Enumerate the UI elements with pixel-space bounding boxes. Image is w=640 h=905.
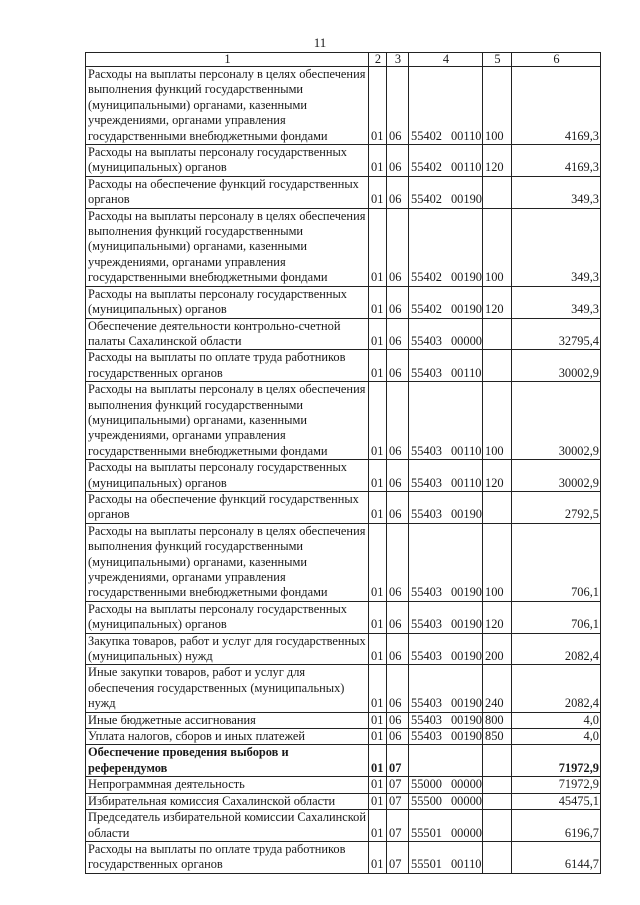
cell-name: Расходы на выплаты персоналу в целях обеспечения выполнения функций государственными (муниципальными) органами, казенными учреждениями, органами управления государственными внебюджетными фондами — [86, 67, 369, 145]
cell-amount: 706,1 — [512, 601, 601, 633]
table-row — [86, 793, 601, 809]
cell-name: Расходы на выплаты персоналу государственных (муниципальных) органов — [86, 286, 369, 318]
cell-section: 01 — [369, 729, 387, 745]
cell-name: Иные бюджетные ассигнования — [86, 712, 369, 728]
cell-subsection: 06 — [387, 460, 409, 492]
cell-expense-type: 120 — [483, 286, 512, 318]
direction-code: 00190 — [450, 585, 482, 600]
cell-amount: 4,0 — [512, 729, 601, 745]
cell-target-article — [409, 286, 483, 318]
cell-name: Непрограммная деятельность — [86, 777, 369, 793]
cell-target-article — [409, 810, 483, 842]
program-code: 55403 — [411, 507, 442, 522]
program-code: 55403 — [411, 443, 442, 458]
cell-amount: 32795,4 — [512, 318, 601, 350]
column-header-expense-type: 5 — [483, 53, 512, 67]
cell-subsection: 06 — [387, 176, 409, 208]
table-row — [86, 729, 601, 745]
budget-table — [85, 52, 601, 874]
table-row — [86, 176, 601, 208]
cell-name: Иные закупки товаров, работ и услуг для обеспечения государственных (муниципальных) нужд — [86, 665, 369, 712]
cell-section: 01 — [369, 523, 387, 601]
program-code: 55402 — [411, 270, 442, 285]
direction-code: 00110 — [450, 475, 482, 490]
cell-target-article — [409, 176, 483, 208]
table-row — [86, 841, 601, 873]
cell-section: 01 — [369, 633, 387, 665]
cell-subsection: 06 — [387, 523, 409, 601]
cell-subsection: 06 — [387, 491, 409, 523]
program-code: 55403 — [411, 729, 442, 744]
program-code: 55402 — [411, 302, 442, 317]
table-body — [86, 67, 601, 874]
cell-target-article — [409, 208, 483, 286]
cell-amount: 349,3 — [512, 176, 601, 208]
header-row — [86, 53, 601, 67]
cell-target-article — [409, 491, 483, 523]
cell-amount: 2792,5 — [512, 491, 601, 523]
direction-code: 00190 — [450, 729, 482, 744]
cell-section: 01 — [369, 841, 387, 873]
cell-amount: 349,3 — [512, 208, 601, 286]
cell-section: 01 — [369, 665, 387, 712]
cell-amount: 30002,9 — [512, 460, 601, 492]
cell-subsection: 06 — [387, 286, 409, 318]
cell-target-article — [409, 523, 483, 601]
cell-amount: 71972,9 — [512, 777, 601, 793]
cell-target-article — [409, 460, 483, 492]
cell-amount: 6196,7 — [512, 810, 601, 842]
table-row — [86, 318, 601, 350]
cell-amount: 30002,9 — [512, 350, 601, 382]
table-row — [86, 665, 601, 712]
cell-expense-type — [483, 318, 512, 350]
cell-section: 01 — [369, 712, 387, 728]
cell-amount: 71972,9 — [512, 745, 601, 777]
cell-name: Расходы на выплаты персоналу государственных (муниципальных) органов — [86, 145, 369, 177]
program-code: 55402 — [411, 128, 442, 143]
program-code: 55402 — [411, 160, 442, 175]
direction-code: 00000 — [450, 333, 482, 348]
cell-name: Обеспечение деятельности контрольно-счетной палаты Сахалинской области — [86, 318, 369, 350]
cell-expense-type: 100 — [483, 208, 512, 286]
cell-expense-type — [483, 491, 512, 523]
cell-expense-type: 100 — [483, 382, 512, 460]
cell-expense-type: 100 — [483, 67, 512, 145]
column-header-section: 2 — [369, 53, 387, 67]
cell-subsection: 06 — [387, 665, 409, 712]
cell-target-article — [409, 793, 483, 809]
program-code: 55403 — [411, 712, 442, 727]
cell-subsection: 06 — [387, 633, 409, 665]
program-code: 55500 — [411, 793, 442, 808]
cell-amount: 30002,9 — [512, 382, 601, 460]
cell-section: 01 — [369, 286, 387, 318]
cell-name: Расходы на обеспечение функций государственных органов — [86, 491, 369, 523]
cell-section: 01 — [369, 176, 387, 208]
cell-expense-type: 200 — [483, 633, 512, 665]
cell-expense-type — [483, 810, 512, 842]
direction-code: 00190 — [450, 712, 482, 727]
cell-subsection: 06 — [387, 208, 409, 286]
cell-amount: 706,1 — [512, 523, 601, 601]
table-row — [86, 67, 601, 145]
cell-target-article — [409, 382, 483, 460]
table-row — [86, 745, 601, 777]
cell-name: Расходы на выплаты по оплате труда работников государственных органов — [86, 350, 369, 382]
direction-code: 00110 — [450, 128, 482, 143]
direction-code: 00190 — [450, 270, 482, 285]
cell-amount: 45475,1 — [512, 793, 601, 809]
table-row — [86, 350, 601, 382]
cell-subsection: 06 — [387, 729, 409, 745]
direction-code: 00110 — [450, 857, 482, 872]
cell-expense-type: 120 — [483, 145, 512, 177]
cell-section: 01 — [369, 318, 387, 350]
direction-code: 00000 — [450, 793, 482, 808]
cell-name: Расходы на выплаты персоналу в целях обеспечения выполнения функций государственными (муниципальными) органами, казенными учреждениями, органами управления государственными внебюджетными фондами — [86, 382, 369, 460]
table-row — [86, 145, 601, 177]
cell-amount: 4169,3 — [512, 145, 601, 177]
cell-name: Расходы на обеспечение функций государственных органов — [86, 176, 369, 208]
program-code: 55501 — [411, 857, 442, 872]
direction-code: 00110 — [450, 365, 482, 380]
cell-amount: 6144,7 — [512, 841, 601, 873]
cell-subsection: 06 — [387, 382, 409, 460]
cell-section: 01 — [369, 601, 387, 633]
cell-subsection: 06 — [387, 712, 409, 728]
column-header-target-article: 4 — [409, 53, 483, 67]
cell-name: Уплата налогов, сборов и иных платежей — [86, 729, 369, 745]
program-code: 55402 — [411, 192, 442, 207]
table-row — [86, 491, 601, 523]
table-row — [86, 208, 601, 286]
program-code: 55501 — [411, 825, 442, 840]
table-row — [86, 777, 601, 793]
cell-subsection: 06 — [387, 67, 409, 145]
program-code: 55403 — [411, 585, 442, 600]
direction-code: 00190 — [450, 649, 482, 664]
direction-code: 00110 — [450, 443, 482, 458]
cell-expense-type: 800 — [483, 712, 512, 728]
cell-expense-type: 120 — [483, 460, 512, 492]
cell-subsection: 07 — [387, 793, 409, 809]
program-code: 55403 — [411, 696, 442, 711]
program-code: 55403 — [411, 617, 442, 632]
cell-expense-type — [483, 793, 512, 809]
cell-name: Обеспечение проведения выборов и референдумов — [86, 745, 369, 777]
cell-expense-type: 240 — [483, 665, 512, 712]
cell-amount: 4169,3 — [512, 67, 601, 145]
table-row — [86, 633, 601, 665]
direction-code: 00190 — [450, 696, 482, 711]
direction-code: 00000 — [450, 825, 482, 840]
cell-subsection: 06 — [387, 318, 409, 350]
cell-name: Расходы на выплаты персоналу в целях обеспечения выполнения функций государственными (муниципальными) органами, казенными учреждениями, органами управления государственными внебюджетными фондами — [86, 208, 369, 286]
program-code: 55403 — [411, 333, 442, 348]
cell-amount: 4,0 — [512, 712, 601, 728]
table-row — [86, 523, 601, 601]
cell-section: 01 — [369, 745, 387, 777]
cell-target-article — [409, 841, 483, 873]
column-header-subsection: 3 — [387, 53, 409, 67]
cell-section: 01 — [369, 777, 387, 793]
cell-expense-type — [483, 777, 512, 793]
cell-subsection: 06 — [387, 350, 409, 382]
cell-name: Избирательная комиссия Сахалинской области — [86, 793, 369, 809]
cell-amount: 2082,4 — [512, 665, 601, 712]
cell-amount: 349,3 — [512, 286, 601, 318]
cell-target-article — [409, 67, 483, 145]
cell-name: Председатель избирательной комиссии Сахалинской области — [86, 810, 369, 842]
cell-section: 01 — [369, 460, 387, 492]
table-row — [86, 382, 601, 460]
cell-target-article — [409, 145, 483, 177]
cell-subsection: 07 — [387, 777, 409, 793]
cell-target-article — [409, 665, 483, 712]
direction-code: 00190 — [450, 302, 482, 317]
cell-section: 01 — [369, 145, 387, 177]
cell-expense-type — [483, 841, 512, 873]
direction-code: 00110 — [450, 160, 482, 175]
cell-subsection: 07 — [387, 745, 409, 777]
cell-name: Закупка товаров, работ и услуг для государственных (муниципальных) нужд — [86, 633, 369, 665]
cell-target-article — [409, 729, 483, 745]
column-header-amount: 6 — [512, 53, 601, 67]
cell-target-article — [409, 712, 483, 728]
cell-target-article — [409, 601, 483, 633]
cell-target-article — [409, 350, 483, 382]
cell-name: Расходы на выплаты персоналу государственных (муниципальных) органов — [86, 460, 369, 492]
cell-name: Расходы на выплаты персоналу в целях обеспечения выполнения функций государственными (муниципальными) органами, казенными учреждениями, органами управления государственными внебюджетными фондами — [86, 523, 369, 601]
column-header-name: 1 — [86, 53, 369, 67]
cell-section: 01 — [369, 793, 387, 809]
cell-section: 01 — [369, 491, 387, 523]
cell-target-article — [409, 318, 483, 350]
cell-section: 01 — [369, 350, 387, 382]
cell-target-article — [409, 745, 483, 777]
cell-expense-type — [483, 745, 512, 777]
cell-expense-type — [483, 176, 512, 208]
page-number: 11 — [313, 35, 327, 50]
cell-amount: 2082,4 — [512, 633, 601, 665]
table-row — [86, 712, 601, 728]
cell-name: Расходы на выплаты персоналу государственных (муниципальных) органов — [86, 601, 369, 633]
cell-section: 01 — [369, 810, 387, 842]
cell-section: 01 — [369, 208, 387, 286]
cell-expense-type: 100 — [483, 523, 512, 601]
program-code: 55403 — [411, 365, 442, 380]
cell-name: Расходы на выплаты по оплате труда работников государственных органов — [86, 841, 369, 873]
cell-subsection: 07 — [387, 841, 409, 873]
direction-code: 00190 — [450, 617, 482, 632]
cell-section: 01 — [369, 67, 387, 145]
cell-expense-type — [483, 350, 512, 382]
cell-target-article — [409, 633, 483, 665]
direction-code: 00000 — [450, 777, 482, 792]
program-code: 55000 — [411, 777, 442, 792]
table-row — [86, 286, 601, 318]
table-row — [86, 460, 601, 492]
table-row — [86, 601, 601, 633]
direction-code: 00190 — [450, 192, 482, 207]
cell-expense-type: 120 — [483, 601, 512, 633]
cell-subsection: 07 — [387, 810, 409, 842]
cell-expense-type: 850 — [483, 729, 512, 745]
program-code: 55403 — [411, 649, 442, 664]
cell-subsection: 06 — [387, 145, 409, 177]
direction-code: 00190 — [450, 507, 482, 522]
cell-subsection: 06 — [387, 601, 409, 633]
cell-section: 01 — [369, 382, 387, 460]
program-code: 55403 — [411, 475, 442, 490]
cell-target-article — [409, 777, 483, 793]
table-row — [86, 810, 601, 842]
